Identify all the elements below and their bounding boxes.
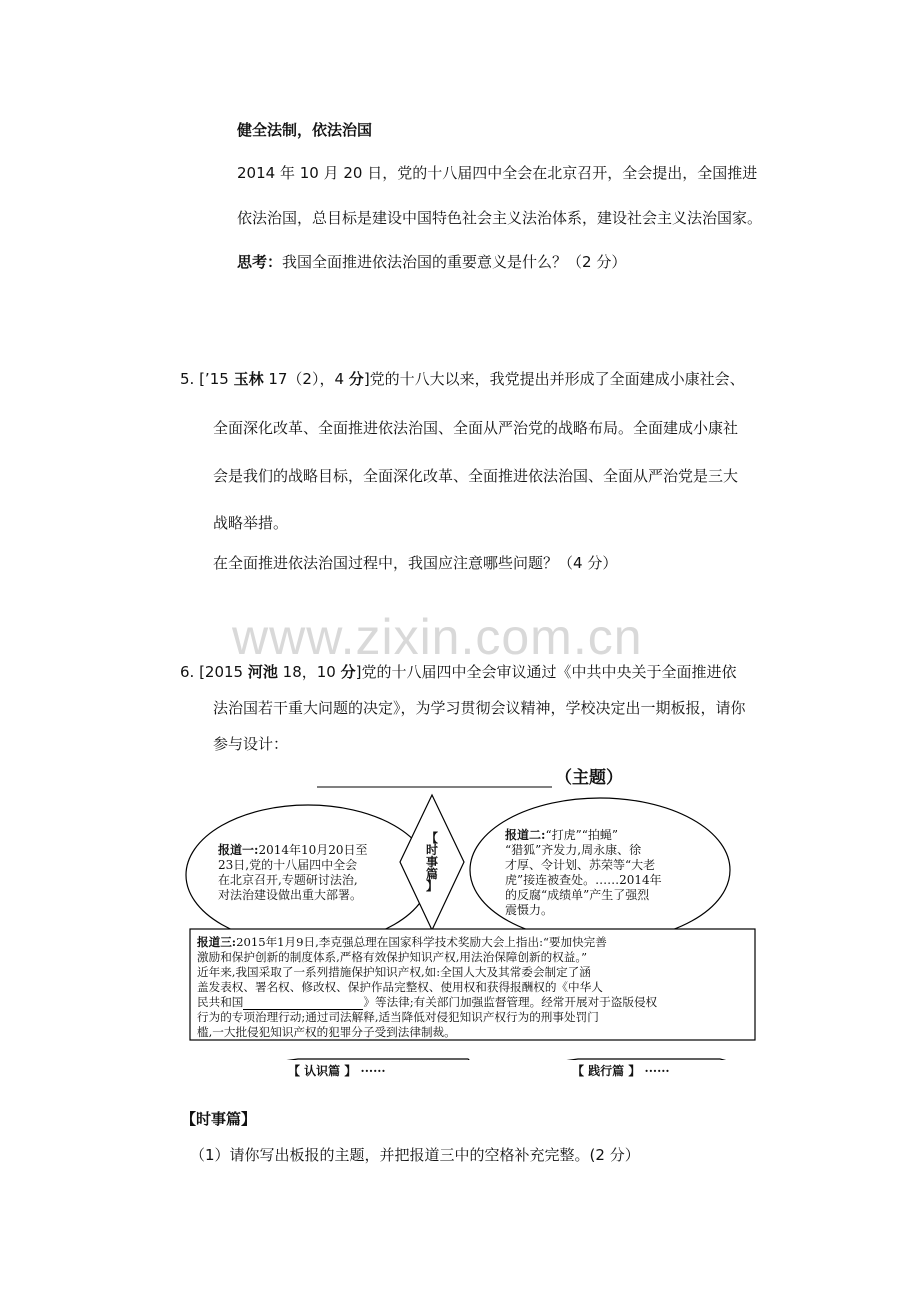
report-three-line: 盖发表权、署名权、修改权、保护作品完整权、使用权和获得报酬权的《中华人 [197, 980, 603, 994]
report-one-label: 报道一: [218, 843, 259, 857]
q6-line-3: 参与设计： [213, 735, 289, 753]
report-one-line: 在北京召开,专题研讨法治, [218, 873, 358, 887]
tag-renshi: 【 认识篇 】 ······ [288, 1064, 386, 1078]
report-one-line: 对法治建设做出重大部署。 [218, 888, 363, 902]
think-question [237, 252, 626, 272]
report-two-line: “猎狐”齐发力,周永康、徐 [505, 843, 642, 857]
q5-source: 玉林 [233, 370, 264, 388]
report-two [505, 828, 662, 918]
report-two-line: 震慑力。 [505, 903, 554, 917]
right-tag-shape [492, 1059, 766, 1060]
left-tag-shape [212, 1059, 480, 1060]
report-two-line: 虎”接连被查处。……2014年 [505, 873, 662, 887]
q5-line-4: 战略举措。 [213, 514, 289, 532]
report-two-line: “打虎”“拍蝇” [545, 828, 618, 842]
q6-fen: 分 [340, 663, 356, 681]
sub-question-1: （1）请你写出板报的主题，并把报道三中的空格补充完整。(2 分） [190, 1146, 640, 1164]
diamond-char: 】 [425, 879, 438, 893]
report-one-line: 2014年10月20日至 [258, 843, 368, 857]
q6-line-1-rest: ]党的十八届四中全会审议通过《中共中央关于全面推进依 [355, 663, 737, 681]
theme-label: （主题） [555, 768, 623, 788]
section-title: 健全法制，依法治国 [237, 121, 373, 139]
report-three-line: 民共和国 [197, 995, 244, 1009]
report-three-line: 激励和保护创新的制度体系,严格有效保护知识产权,用法治保障创新的权益。” [197, 950, 588, 964]
fill-in-blank [243, 997, 363, 1010]
q5-fen: 分 [348, 370, 364, 388]
report-three-line: 行为的专项治理行动;通过司法解释,适当降低对侵犯知识产权行为的刑事处罚门 [197, 1010, 599, 1024]
watermark: www.zixin.com.cn [232, 609, 643, 665]
q5-line-1 [180, 369, 745, 389]
q6-points: 18，10 [277, 663, 341, 681]
q6-line-1 [180, 662, 736, 682]
think-label: 思考： [237, 253, 283, 271]
report-three [197, 935, 657, 1040]
q6-prefix: 6. [2015 [180, 663, 248, 681]
report-two-line: 的反腐“成绩单”产生了强烈 [505, 888, 650, 902]
diamond-label [424, 832, 440, 892]
intro-line-2: 依法治国，总目标是建设中国特色社会主义法治体系，建设社会主义法治国家。 [237, 209, 763, 227]
q5-line-1-rest: ]党的十八大以来，我党提出并形成了全面建成小康社会、 [363, 370, 745, 388]
report-three-line: 2015年1月9日,李克强总理在国家科学技术奖励大会上指出:“要加快完善 [236, 935, 607, 949]
q5-line-2: 全面深化改革、全面推进依法治国、全面从严治党的战略布局。全面建成小康社 [213, 419, 739, 437]
report-three-line: 近年来,我国采取了一系列措施保护知识产权,如:全国人大及其常委会制定了涵 [197, 965, 591, 979]
subsection-heading: 【时事篇】 [181, 1110, 257, 1128]
diamond-char: 时 [425, 843, 438, 857]
q6-line-2: 法治国若干重大问题的决定》，为学习贯彻会议精神，学校决定出一期板报，请你 [213, 699, 746, 717]
report-three-line: 槛,一大批侵犯知识产权的犯罪分子受到法律制裁。 [197, 1025, 456, 1039]
report-one-line: 23日,党的十八届四中全会 [218, 858, 358, 872]
think-text: 我国全面推进依法治国的重要意义是什么？（2 分） [282, 253, 627, 271]
diamond-char: 【 [425, 831, 438, 845]
q5-points: 17（2），4 [263, 370, 349, 388]
q6-source: 河池 [247, 663, 278, 681]
report-three-line: 》等法律;有关部门加强监督管理。经常开展对于盗版侵权 [363, 995, 658, 1009]
report-three-label: 报道三: [197, 935, 237, 949]
diamond-char: 事 [425, 855, 438, 869]
q5-line-3: 会是我们的战略目标，全面深化改革、全面推进依法治国、全面从严治党是三大 [213, 467, 739, 485]
report-two-label: 报道二: [505, 828, 546, 842]
report-two-line: 才厚、令计划、苏荣等“大老 [505, 858, 656, 872]
q5-ask: 在全面推进依法治国过程中，我国应注意哪些问题？（4 分） [213, 554, 618, 572]
diamond-char: 篇 [425, 867, 438, 881]
tag-jianxing: 【 践行篇 】 ······ [572, 1064, 670, 1078]
q5-prefix: 5. [’15 [180, 370, 234, 388]
report-one [218, 843, 368, 903]
board-diagram [180, 760, 780, 1078]
intro-line-1: 2014 年 10 月 20 日，党的十八届四中全会在北京召开，全会提出，全国推进 [237, 164, 758, 182]
